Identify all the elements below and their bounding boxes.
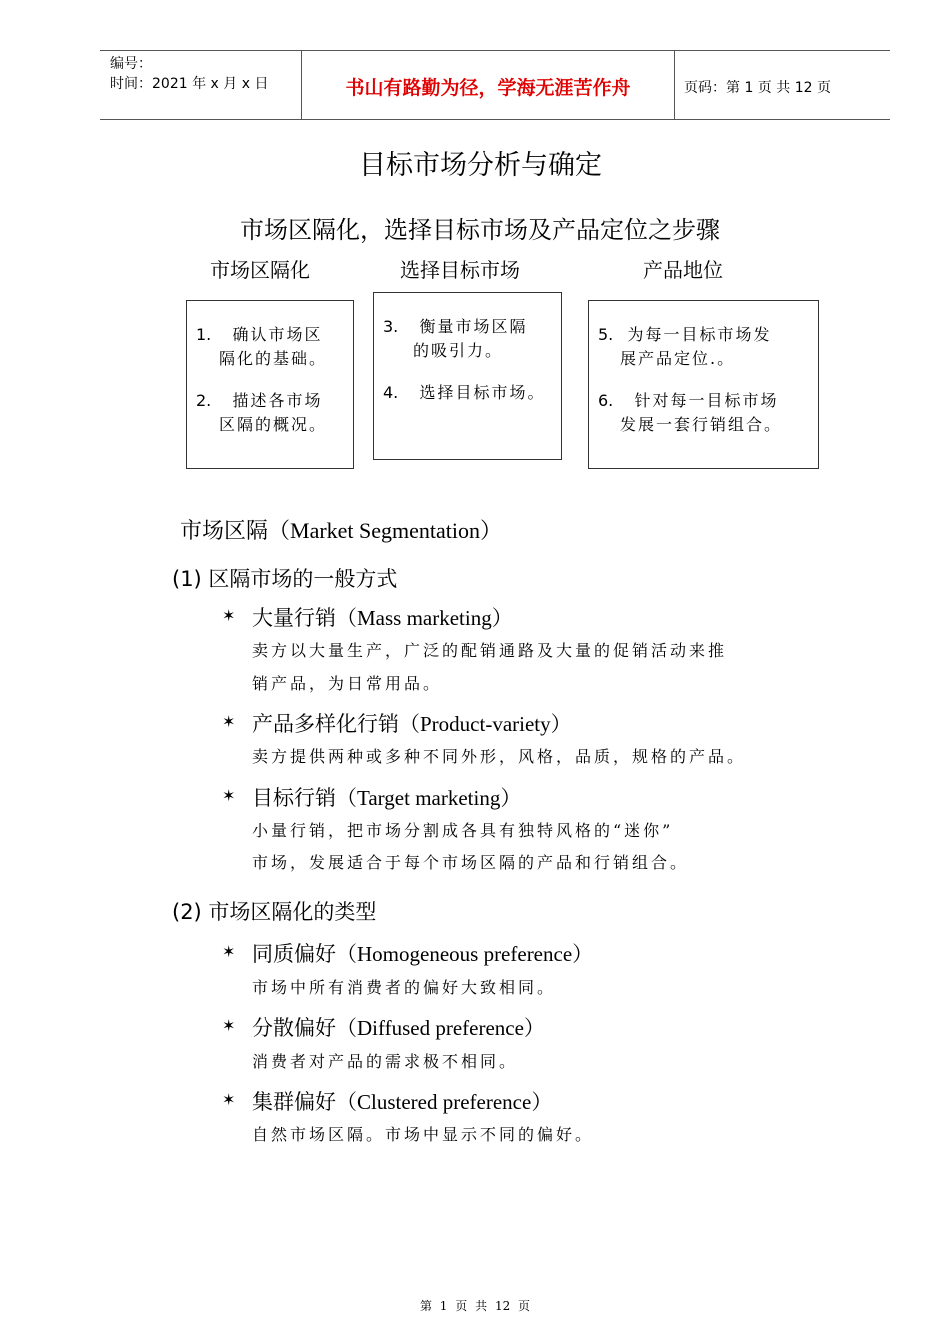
bullet-desc: 卖方以大量生产，广泛的配销通路及大量的促销活动来推 xyxy=(252,641,728,660)
bullet-desc: 小量行销，把市场分割成各具有独特风格的“迷你” xyxy=(252,821,674,840)
bullet-desc: 卖方提供两种或多种不同外形，风格，品质，规格的产品。 xyxy=(252,747,747,766)
bullet-desc: 市场，发展适合于每个市场区隔的产品和行销组合。 xyxy=(252,853,690,872)
step-item-6: 6. 针对每一目标市场 发展一套行销组合。 xyxy=(598,391,783,434)
section-heading: 市场区隔（Market Segmentation） xyxy=(180,518,503,544)
subsection-1-heading: (1) 区隔市场的一般方式 xyxy=(172,567,398,591)
step-heading-2: 选择目标市场 xyxy=(400,258,520,282)
bullet-desc: 消费者对产品的需求极不相同。 xyxy=(252,1052,519,1071)
step-item-1: 1. 确认市场区 隔化的基础。 xyxy=(196,325,328,368)
header-right-cell xyxy=(675,51,890,119)
header-left-cell xyxy=(100,51,302,119)
bullet-heading: 产品多样化行销（Product-variety） xyxy=(252,712,572,736)
bullet-desc: 市场中所有消费者的偏好大致相同。 xyxy=(252,978,557,997)
step-item-2: 2. 描述各市场 区隔的概况。 xyxy=(196,391,328,434)
step-heading-1: 市场区隔化 xyxy=(210,258,310,282)
page-subtitle: 市场区隔化，选择目标市场及产品定位之步骤 xyxy=(240,216,720,244)
bullet-heading: 分散偏好（Diffused preference） xyxy=(252,1016,545,1040)
step-box-1 xyxy=(186,300,354,469)
bullet-heading: 同质偏好（Homogeneous preference） xyxy=(252,942,594,966)
bullet-desc: 自然市场区隔。市场中显示不同的偏好。 xyxy=(252,1125,595,1144)
page-footer: 第 1 页 共 12 页 xyxy=(419,1299,531,1313)
star-bullet-icon: ✶ xyxy=(222,606,236,625)
bullet-heading: 大量行销（Mass marketing） xyxy=(252,606,513,630)
bullet-desc: 销产品，为日常用品。 xyxy=(252,674,443,693)
header-table xyxy=(100,50,890,120)
page-title: 目标市场分析与确定 xyxy=(359,150,602,181)
number-label: 编号： xyxy=(110,56,152,72)
step-box-3 xyxy=(588,300,819,469)
motto: 书山有路勤为径，学海无涯苦作舟 xyxy=(345,77,631,99)
bullet-heading: 目标行销（Target marketing） xyxy=(252,786,522,810)
header-middle-cell xyxy=(302,51,675,119)
step-item-3: 3. 衡量市场区隔 的吸引力。 xyxy=(383,317,528,360)
page-label: 页码：第 1 页 共 12 页 xyxy=(684,80,831,96)
time-label: 时间：2021 年 x 月 x 日 xyxy=(110,76,269,92)
step-box-2 xyxy=(373,292,562,460)
star-bullet-icon: ✶ xyxy=(222,712,236,731)
step-item-4: 4. 选择目标市场。 xyxy=(383,383,546,402)
bullet-heading: 集群偏好（Clustered preference） xyxy=(252,1090,553,1114)
step-heading-3: 产品地位 xyxy=(643,258,723,282)
star-bullet-icon: ✶ xyxy=(222,786,236,805)
subsection-2-heading: (2) 市场区隔化的类型 xyxy=(172,900,377,924)
step-item-5: 5. 为每一目标市场发 展产品定位.。 xyxy=(598,325,772,368)
star-bullet-icon: ✶ xyxy=(222,1090,236,1109)
star-bullet-icon: ✶ xyxy=(222,942,236,961)
star-bullet-icon: ✶ xyxy=(222,1016,236,1035)
